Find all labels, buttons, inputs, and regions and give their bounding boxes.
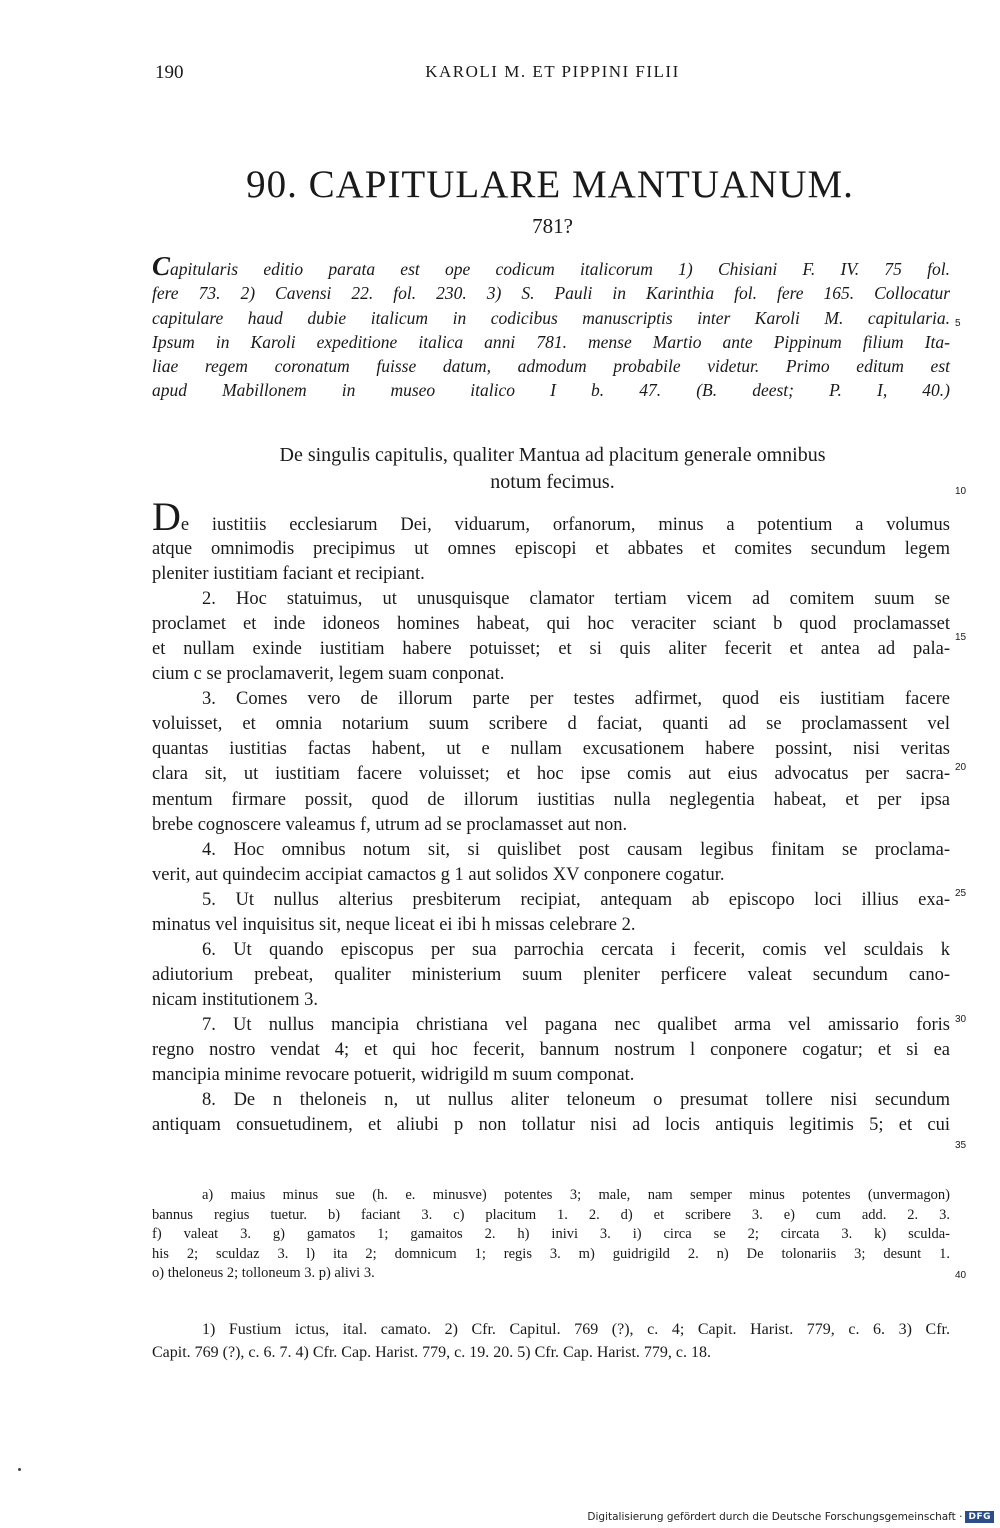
body-line: regno nostro vendat 4; et qui hoc fecerit, bannum nostrum l conponere cogatur; et si ea [152,1039,950,1060]
body-line: voluisset, et omnia notarium suum scribere d faciat, quanti ad se proclamassent vel [152,714,950,735]
body-line: brebe cognoscere valeamus f, utrum ad se proclamasset aut non. [152,814,628,835]
body-line: 2. Hoc statuimus, ut unusquisque clamator tertiam vicem ad comitem suum se [202,589,950,610]
line-number: 15 [955,632,967,643]
line-number: 40 [955,1270,967,1281]
body-line: mentum firmare possit, quod de illorum iustitias nulla neglegentia habeat, et per ipsa [152,789,950,810]
intro-line: capitulare haud dubie italicum in codicibus manuscriptis inter Karoli M. capitularia. [152,307,950,328]
body-text [152,494,950,1138]
line-number: 30 [955,1014,967,1025]
body-line: clara sit, ut iustitiam facere voluisset; et hoc ipse comis aut eius advocatus per sacra- [152,764,950,785]
scan-speck [18,1468,21,1471]
running-head: KAROLI M. ET PIPPINI FILII [425,62,680,81]
body-line: antiquam consuetudinem, et aliubi p non tollatur nisi ad locis antiquis legitimis 5; et cui [152,1115,950,1136]
page-number: 190 [155,62,184,83]
body-line: atque omnimodis precipimus ut omnes episcopi et abbates et comites secundum legem [152,539,950,560]
drop-cap: D [152,494,181,539]
body-line: mancipia minime revocare potuerit, widrigild m suum componat. [152,1065,635,1086]
body-line: 5. Ut nullus alterius presbiterum recipiat, antequam ab episcopo loci illius exa- [202,889,950,910]
intro-line: liae regem coronatum fuisse datum, admodum probabile videtur. Primo editum est [152,356,950,377]
body-line: 6. Ut quando episcopus per sua parrochia cercata i fecerit, comis vel sculdais k [202,939,950,960]
body-line: cium c se proclamaverit, legem suam conponat. [152,664,505,685]
intro-line: Capitularis editio parata est ope codicum italicorum 1) Chisiani F. IV. 75 fol. [152,251,950,281]
intro-line: apud Mabillonem in museo italico I b. 47. (B. deest; P. I, 40.) [152,380,950,401]
body-line: proclamet et inde idoneos homines habeat, qui hoc veraciter sciant b quod proclamasset [152,614,950,635]
body-line: 3. Comes vero de illorum parte per testes adfirmet, quod eis iustitiam facere [202,689,950,710]
body-line: verit, aut quindecim accipiat camactos g 1 aut solidos XV conponere cogatur. [152,864,725,885]
dfg-logo: DFG [965,1511,994,1523]
apparatus-line: f) valeat 3. g) gamatos 1; gamaitos 2. h) inivi 3. i) circa se 2; circata 3. k) sculda- [152,1226,950,1242]
chapter-title: 90. CAPITULARE MANTUANUM. [246,163,854,206]
apparatus-line: bannus regius tuetur. b) faciant 3. c) placitum 1. 2. d) et scribere 3. e) cum add. 2. 3. [152,1206,950,1223]
apparatus-line: o) theloneus 2; tolloneum 3. p) alivi 3. [152,1265,375,1281]
intro-line: fere 73. 2) Cavensi 22. fol. 230. 3) S. Pauli in Karinthia fol. fere 165. Collocatur [152,283,950,304]
intro-line: Ipsum in Karoli expeditione italica anni 781. mense Martio ante Pippinum filium Ita- [152,331,950,352]
body-line: 4. Hoc omnibus notum sit, si quislibet post causam legibus finitam se proclama- [202,839,950,860]
critical-apparatus [152,1186,950,1284]
subtitle-line: De singulis capitulis, qualiter Mantua ad placitum generale omnibus [279,444,826,466]
footnotes [152,1318,950,1364]
body-line: minatus vel inquisitus sit, neque liceat ei ibi h missas celebrare 2. [152,914,636,935]
line-number: 25 [955,888,967,899]
apparatus-line: his 2; sculdaz 3. l) ita 2; domnicum 1; regis 3. m) guidrigild 2. n) De tolonariis 3; desunt 1. [152,1245,950,1262]
body-line: adiutorium prebeat, qualiter ministerium suum pleniter perficere valeat secundum cano- [152,964,950,985]
chapter-year: 781? [532,214,573,238]
line-number: 10 [955,486,967,497]
body-line: 8. De n theloneis n, ut nullus aliter teloneum o presumat tollere nisi secundum [202,1090,950,1111]
line-number: 20 [955,762,967,773]
line-number: 35 [955,1140,967,1151]
section-subtitle [155,442,950,496]
footnote-line: Capit. 769 (?), c. 6. 7. 4) Cfr. Cap. Harist. 779, c. 19. 20. 5) Cfr. Cap. Harist. 779, c. 18. [152,1344,712,1361]
body-line: De iustitiis ecclesiarum Dei, viduarum, orfanorum, minus a potentium a volumus [152,494,950,539]
body-line: pleniter iustitiam faciant et recipiant. [152,564,425,585]
subtitle-line: notum fecimus. [490,471,615,493]
line-number: 5 [955,318,961,329]
dfg-note: Digitalisierung gefördert durch die Deutsche Forschungsgemeinschaft · [587,1510,963,1523]
body-line: et nullam exinde iustitiam habere potuisset; et si quis aliter fecerit et antea ad pala- [152,639,950,660]
intro-initial: C [152,251,171,281]
intro-paragraph [152,251,950,403]
dfg-credit [587,1509,994,1524]
footnote-line: 1) Fustium ictus, ital. camato. 2) Cfr. Capitul. 769 (?), c. 4; Capit. Harist. 779, c. 6. 3) Cfr. [202,1321,950,1338]
apparatus-line: a) maius minus sue (h. e. minusve) potentes 3; male, nam semper minus potentes (unvermagon) [202,1187,950,1203]
page-header [155,62,950,86]
body-line: 7. Ut nullus mancipia christiana vel pagana nec qualibet arma vel amissario foris [202,1014,950,1035]
body-line: nicam institutionem 3. [152,989,318,1010]
body-line: quantas iustitias factas habent, ut e nullam excusationem habere possint, nisi veritas [152,739,950,760]
